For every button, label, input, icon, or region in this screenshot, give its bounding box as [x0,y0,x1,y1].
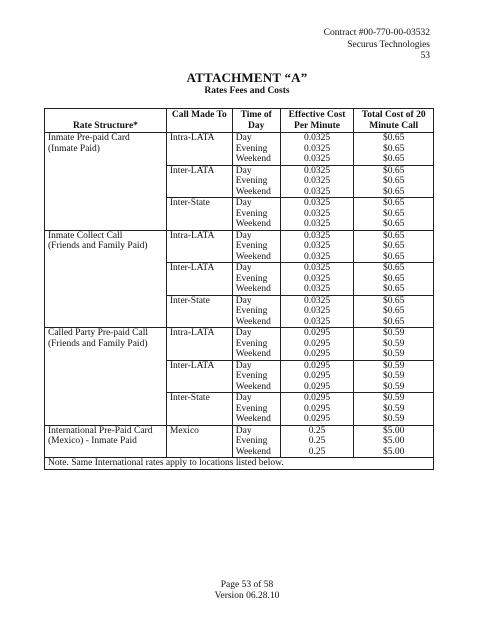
page-title: ATTACHMENT “A” [186,70,308,85]
total-cost-value: $0.65 [383,208,405,219]
cost-per-minute-value: 0.0295 [303,360,331,371]
time-of-day-value: Day [235,198,252,208]
cost-per-minute-value: 0.0295 [303,371,331,381]
time-of-day-value: Day [235,263,252,273]
cost-per-minute-value: 0.0325 [303,143,331,154]
cost-per-minute-value: 0.0295 [303,393,331,403]
total-cost-value: $0.65 [383,306,405,316]
cost-per-minute-cell [280,230,354,263]
total-cost-value: $0.65 [383,284,405,294]
page-footer [0,580,494,602]
time-of-day-value: Day [235,165,252,176]
cost-per-minute-value: 0.0325 [303,284,331,294]
cost-per-minute-value: 0.0295 [303,338,331,349]
total-cost-value: $0.65 [383,241,405,251]
table-row [45,425,434,458]
call-made-to-text: Intra-LATA [169,133,215,143]
column-header-time-of-day: Time of Day [232,109,280,133]
total-cost-cell [354,133,434,166]
call-made-to-text: Inter-State [169,295,210,306]
total-cost-value: $5.00 [383,446,405,457]
cost-per-minute-value: 0.0295 [303,328,331,338]
column-header-cost-per-minute: Effective Cost Per Minute [280,109,354,133]
time-of-day-cell [232,263,280,296]
cost-per-minute-cell [280,360,354,393]
call-made-to-cell [166,295,232,328]
cost-per-minute-value: 0.0325 [303,230,331,241]
rate-structure-line: (Mexico) - Inmate Paid [48,436,137,446]
rates-table [44,108,434,470]
cost-per-minute-cell [280,133,354,166]
rates-table-body [45,133,434,458]
total-cost-value: $0.59 [383,403,405,414]
call-made-to-cell [166,360,232,393]
total-cost-cell [354,263,434,296]
call-made-to-text: Inter-LATA [169,165,215,176]
total-cost-value: $0.59 [383,414,405,424]
cost-per-minute-value: 0.25 [308,436,326,446]
time-of-day-cell [232,328,280,361]
total-cost-cell [354,230,434,263]
time-of-day-value: Weekend [235,446,271,457]
rate-structure-line: International Pre-Paid Card [48,425,153,436]
cost-per-minute-cell [280,393,354,426]
table-row [45,230,434,263]
cost-per-minute-cell [280,263,354,296]
total-cost-cell [354,425,434,458]
cost-per-minute-value: 0.0325 [303,186,331,197]
header-page-number: 53 [420,51,430,61]
cost-per-minute-value: 0.0325 [303,251,331,262]
cost-per-minute-cell [280,425,354,458]
table-row [45,328,434,361]
time-of-day-value: Weekend [235,251,271,262]
time-of-day-value: Day [235,133,252,143]
cost-per-minute-value: 0.0325 [303,208,331,219]
cost-per-minute-value: 0.0325 [303,295,331,306]
cost-per-minute-value: 0.0325 [303,198,331,208]
cost-per-minute-value: 0.0325 [303,316,331,327]
total-cost-value: $0.65 [383,230,405,241]
time-of-day-value: Evening [235,241,268,251]
cost-per-minute-value: 0.25 [308,425,326,436]
time-of-day-cell [232,133,280,166]
time-of-day-value: Weekend [235,414,271,424]
cost-per-minute-cell [280,328,354,361]
cost-per-minute-cell [280,165,354,198]
time-of-day-value: Weekend [235,316,271,327]
rate-structure-line: Inmate Pre-paid Card [48,133,130,143]
total-cost-value: $5.00 [383,436,405,446]
total-cost-value: $0.59 [383,349,405,359]
document-header [324,28,430,63]
total-cost-value: $0.65 [383,176,405,186]
call-made-to-cell [166,263,232,296]
call-made-to-cell [166,230,232,263]
cost-per-minute-value: 0.0325 [303,154,331,164]
time-of-day-value: Evening [235,306,268,316]
cost-per-minute-value: 0.0325 [303,176,331,186]
cost-per-minute-value: 0.0325 [303,133,331,143]
total-cost-value: $0.59 [383,371,405,381]
total-cost-value: $0.65 [383,316,405,327]
total-cost-cell [354,165,434,198]
total-cost-value: $0.65 [383,251,405,262]
column-header-call-made-to: Call Made To [166,109,232,133]
footer-page-count: Page 53 of 58 [220,580,274,590]
time-of-day-value: Evening [235,143,268,154]
time-of-day-cell [232,360,280,393]
total-cost-value: $5.00 [383,425,405,436]
total-cost-value: $0.65 [383,273,405,284]
call-made-to-text: Inter-LATA [169,263,215,273]
rate-structure-line: (Inmate Paid) [48,143,100,154]
time-of-day-value: Weekend [235,219,271,229]
rate-structure-line: (Friends and Family Paid) [48,241,148,251]
total-cost-value: $0.65 [383,165,405,176]
time-of-day-value: Evening [235,436,268,446]
cost-per-minute-value: 0.0295 [303,403,331,414]
time-of-day-value: Day [235,393,252,403]
time-of-day-value: Weekend [235,284,271,294]
cost-per-minute-value: 0.0325 [303,273,331,284]
call-made-to-text: Inter-LATA [169,360,215,371]
rate-structure-cell [45,133,167,231]
total-cost-value: $0.65 [383,219,405,229]
call-made-to-cell [166,198,232,231]
total-cost-value: $0.65 [383,186,405,197]
call-made-to-cell [166,165,232,198]
time-of-day-cell [232,425,280,458]
total-cost-cell [354,295,434,328]
call-made-to-cell [166,133,232,166]
time-of-day-value: Weekend [235,349,271,359]
column-header-rate-structure: Rate Structure* [45,109,167,133]
cost-per-minute-value: 0.0325 [303,219,331,229]
rate-structure-line: Called Party Pre-paid Call [48,328,148,338]
time-of-day-value: Evening [235,338,268,349]
total-cost-cell [354,328,434,361]
cost-per-minute-value: 0.0325 [303,306,331,316]
time-of-day-value: Evening [235,176,268,186]
time-of-day-value: Day [235,360,252,371]
time-of-day-value: Day [235,295,252,306]
table-row [45,133,434,166]
total-cost-value: $0.59 [383,338,405,349]
time-of-day-value: Weekend [235,186,271,197]
page-subtitle: Rates Fees and Costs [204,86,290,96]
time-of-day-value: Evening [235,371,268,381]
rate-structure-line: (Friends and Family Paid) [48,338,148,349]
cost-per-minute-value: 0.0325 [303,165,331,176]
total-cost-cell [354,360,434,393]
cost-per-minute-value: 0.0325 [303,263,331,273]
time-of-day-value: Evening [235,208,268,219]
call-made-to-text: Inter-State [169,198,210,208]
call-made-to-cell [166,425,232,458]
note-text: Note. Same International rates apply to locations listed below. [45,458,434,470]
column-header-total-cost: Total Cost of 20 Minute Call [354,109,434,133]
total-cost-value: $0.65 [383,154,405,164]
call-made-to-text: Inter-State [169,393,210,403]
total-cost-value: $0.65 [383,133,405,143]
call-made-to-text: Intra-LATA [169,230,215,241]
call-made-to-cell [166,393,232,426]
cost-per-minute-value: 0.0325 [303,241,331,251]
time-of-day-value: Day [235,425,252,436]
total-cost-value: $0.59 [383,393,405,403]
rate-structure-cell [45,230,167,328]
time-of-day-cell [232,198,280,231]
cost-per-minute-value: 0.0295 [303,349,331,359]
total-cost-value: $0.65 [383,263,405,273]
note-row [45,458,434,470]
time-of-day-cell [232,230,280,263]
total-cost-value: $0.65 [383,295,405,306]
time-of-day-value: Day [235,328,252,338]
total-cost-value: $0.59 [383,360,405,371]
rate-structure-cell [45,328,167,426]
time-of-day-value: Weekend [235,381,271,392]
table-header-row [45,109,434,133]
call-made-to-text: Mexico [169,425,199,436]
total-cost-value: $0.59 [383,328,405,338]
time-of-day-cell [232,295,280,328]
total-cost-value: $0.59 [383,381,405,392]
rate-structure-cell [45,425,167,458]
footer-version: Version 06.28.10 [214,591,280,601]
time-of-day-value: Weekend [235,154,271,164]
call-made-to-cell [166,328,232,361]
total-cost-cell [354,393,434,426]
contract-number: Contract #00-770-00-03532 [323,28,430,38]
time-of-day-value: Day [235,230,252,241]
time-of-day-cell [232,393,280,426]
total-cost-cell [354,198,434,231]
cost-per-minute-value: 0.0295 [303,414,331,424]
call-made-to-text: Intra-LATA [169,328,215,338]
time-of-day-value: Evening [235,403,268,414]
time-of-day-cell [232,165,280,198]
company-name: Securus Technologies [347,39,430,50]
rate-structure-line: Inmate Collect Call [48,230,123,241]
cost-per-minute-cell [280,295,354,328]
time-of-day-value: Evening [235,273,268,284]
cost-per-minute-cell [280,198,354,231]
total-cost-value: $0.65 [383,143,405,154]
total-cost-value: $0.65 [383,198,405,208]
cost-per-minute-value: 0.25 [308,446,326,457]
cost-per-minute-value: 0.0295 [303,381,331,392]
